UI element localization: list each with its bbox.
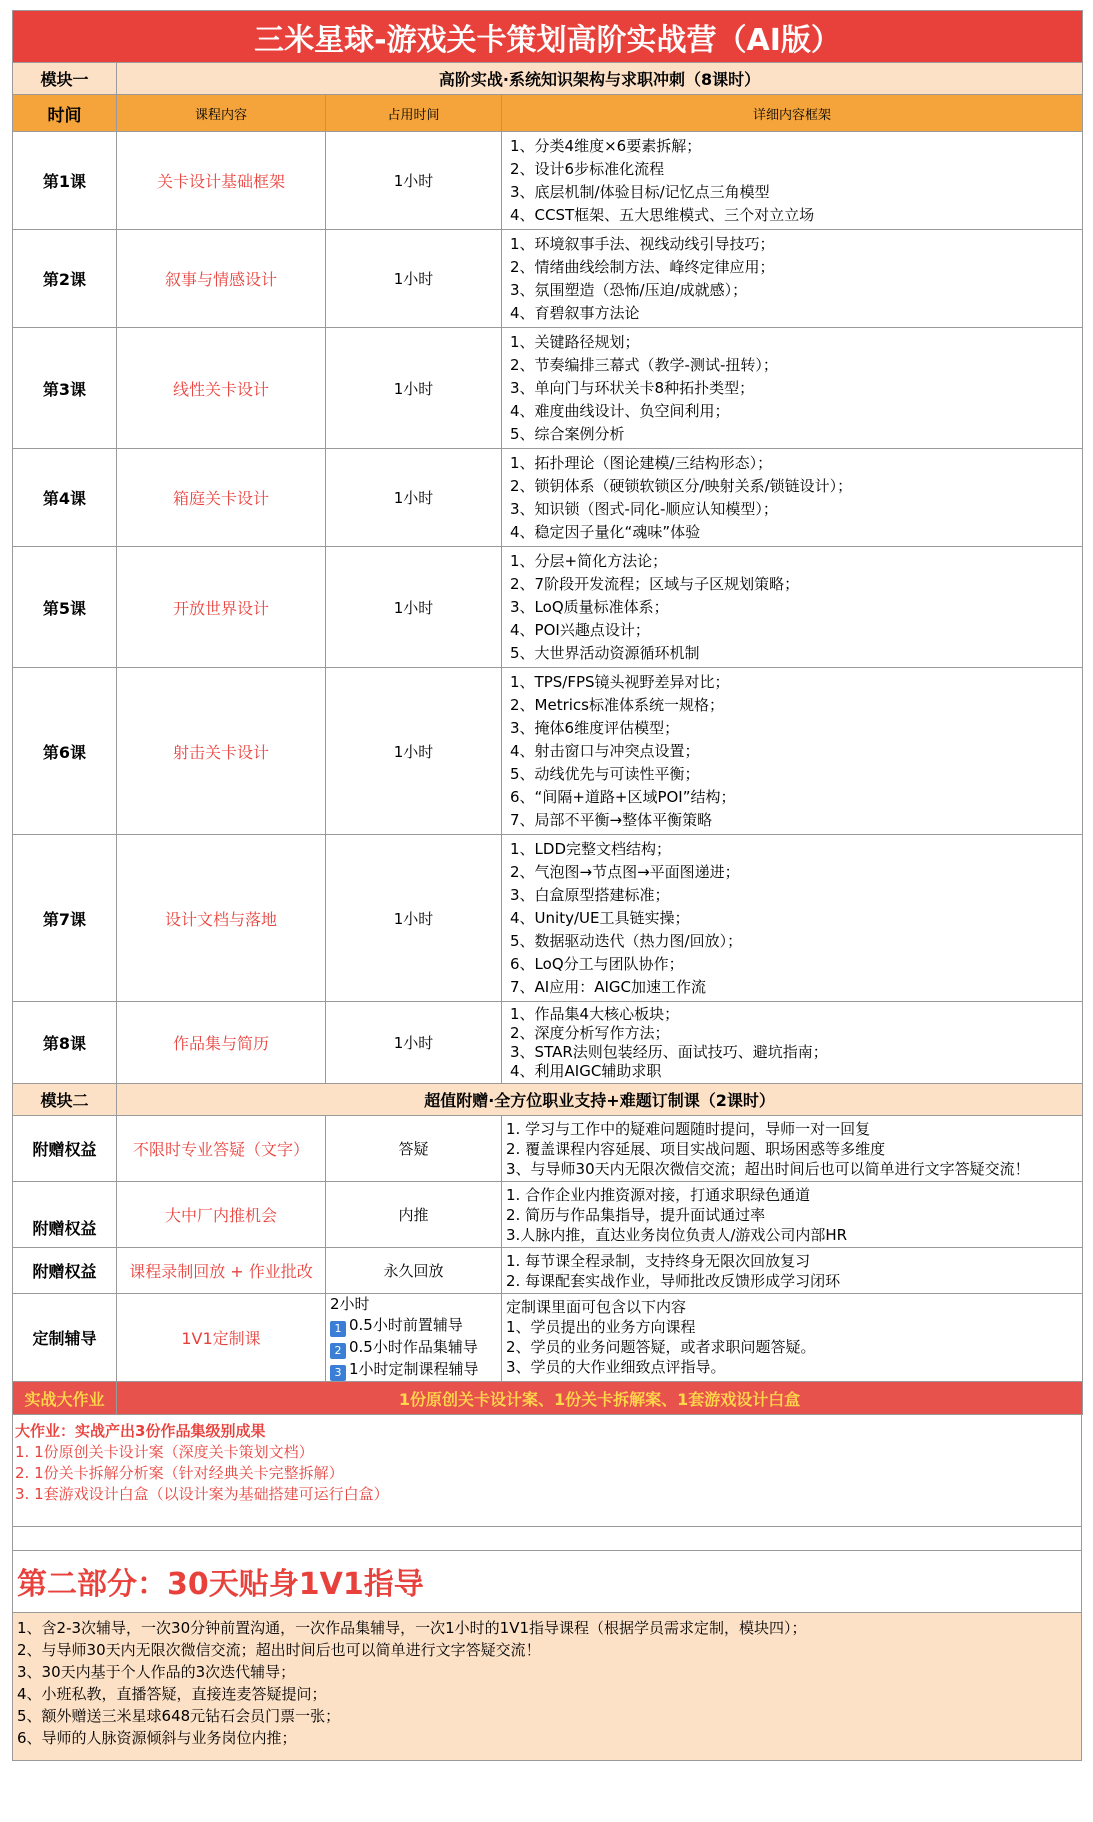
benefit-topic: 不限时专业答疑（文字） bbox=[117, 1116, 326, 1182]
detail-line: 2、情绪曲线绘制方法、峰终定律应用； bbox=[510, 258, 775, 276]
detail-line: 2、深度分析写作方法； bbox=[510, 1024, 670, 1042]
lesson-topic: 开放世界设计 bbox=[117, 547, 326, 668]
practice-desc: 1份原创关卡设计案、1份关卡拆解案、1套游戏设计白盒 bbox=[117, 1382, 1083, 1415]
spacer-row bbox=[12, 1527, 1082, 1551]
detail-line: 2、锁钥体系（硬锁软锁区分/映射关系/锁链设计）； bbox=[510, 477, 853, 495]
homework-item: 1. 1份原创关卡设计案（深度关卡策划文档） bbox=[15, 1443, 314, 1461]
lesson-row bbox=[13, 668, 1083, 835]
lesson-topic: 线性关卡设计 bbox=[117, 328, 326, 449]
homework-item: 3. 1套游戏设计白盒（以设计案为基础搭建可运行白盒） bbox=[15, 1485, 389, 1503]
lesson-details bbox=[502, 1002, 1083, 1084]
custom-duration-item bbox=[330, 1337, 501, 1359]
lesson-name: 第2课 bbox=[13, 230, 117, 328]
detail-line: 6、“间隔+道路+区域POI”结构； bbox=[510, 788, 736, 806]
detail-line: 2、气泡图→节点图→平面图递进； bbox=[510, 863, 740, 881]
detail-line: 1、环境叙事手法、视线动线引导技巧； bbox=[510, 235, 775, 253]
lesson-row bbox=[13, 449, 1083, 547]
detail-line: 3、STAR法则包装经历、面试技巧、避坑指南； bbox=[510, 1043, 828, 1061]
lesson-topic: 关卡设计基础框架 bbox=[117, 132, 326, 230]
benefit-details bbox=[502, 1248, 1083, 1294]
lesson-topic: 箱庭关卡设计 bbox=[117, 449, 326, 547]
detail-line: 1. 学习与工作中的疑难问题随时提问，导师一对一回复 bbox=[506, 1120, 871, 1138]
detail-line: 2、节奏编排三幕式（教学-测试-扭转）； bbox=[510, 356, 778, 374]
benefit-row bbox=[13, 1182, 1083, 1248]
part2-item: 6、导师的人脉资源倾斜与业务岗位内推； bbox=[17, 1729, 297, 1747]
benefit-row bbox=[13, 1116, 1083, 1182]
detail-line: 1、学员提出的业务方向课程 bbox=[506, 1318, 696, 1336]
lesson-duration: 1小时 bbox=[326, 328, 502, 449]
lesson-duration: 1小时 bbox=[326, 835, 502, 1002]
lesson-name: 第3课 bbox=[13, 328, 117, 449]
detail-line: 3、底层机制/体验目标/记忆点三角模型 bbox=[510, 183, 770, 201]
number-three-icon: 3 bbox=[330, 1365, 346, 1381]
part2-item: 2、与导师30天内无限次微信交流；超出时间后也可以简单进行文字答疑交流！ bbox=[17, 1641, 541, 1659]
lesson-name: 第7课 bbox=[13, 835, 117, 1002]
part2-item: 4、小班私教，直播答疑，直接连麦答疑提问； bbox=[17, 1685, 327, 1703]
custom-topic: 1V1定制课 bbox=[117, 1294, 326, 1382]
lesson-row bbox=[13, 1002, 1083, 1084]
header-detail: 详细内容框架 bbox=[502, 95, 1083, 132]
lesson-duration: 1小时 bbox=[326, 547, 502, 668]
detail-line: 2. 简历与作品集指导，提升面试通过率 bbox=[506, 1206, 766, 1224]
lesson-name: 第1课 bbox=[13, 132, 117, 230]
part2-item: 5、额外赠送三米星球648元钻石会员门票一张； bbox=[17, 1707, 341, 1725]
benefit-name: 附赠权益 bbox=[13, 1248, 117, 1294]
detail-line: 2、7阶段开发流程；区域与子区规划策略； bbox=[510, 575, 800, 593]
detail-line: 4、POI兴趣点设计； bbox=[510, 621, 650, 639]
detail-line: 3、与导师30天内无限次微信交流；超出时间后也可以简单进行文字答疑交流！ bbox=[506, 1160, 1030, 1178]
detail-line: 3、知识锁（图式-同化-顺应认知模型）； bbox=[510, 500, 778, 518]
part2-item: 1、含2-3次辅导，一次30分钟前置沟通，一次作品集辅导，一次1小时的1V1指导课程（根据学员需求定制，模块四）； bbox=[17, 1619, 807, 1637]
part2-list bbox=[12, 1613, 1082, 1761]
detail-line: 3、单向门与环状关卡8种拓扑类型； bbox=[510, 379, 755, 397]
module2-label: 模块二 bbox=[13, 1084, 117, 1116]
benefit-details bbox=[502, 1116, 1083, 1182]
homework-title: 大作业：实战产出3份作品集级别成果 bbox=[15, 1422, 266, 1440]
custom-duration-text: 0.5小时前置辅导 bbox=[349, 1316, 463, 1334]
lesson-details bbox=[502, 230, 1083, 328]
lesson-row bbox=[13, 230, 1083, 328]
detail-line: 1、分层+简化方法论； bbox=[510, 552, 668, 570]
benefit-details bbox=[502, 1182, 1083, 1248]
benefit-name: 附赠权益 bbox=[13, 1116, 117, 1182]
module1-label: 模块一 bbox=[13, 63, 117, 95]
lesson-topic: 设计文档与落地 bbox=[117, 835, 326, 1002]
detail-line: 1、作品集4大核心板块； bbox=[510, 1005, 680, 1023]
lesson-row bbox=[13, 328, 1083, 449]
practice-row bbox=[13, 1382, 1083, 1415]
custom-duration-item bbox=[330, 1359, 501, 1381]
benefit-name: 附赠权益 bbox=[13, 1182, 117, 1248]
number-two-icon: 2 bbox=[330, 1343, 346, 1359]
detail-line: 3、掩体6维度评估模型； bbox=[510, 719, 680, 737]
lesson-duration: 1小时 bbox=[326, 132, 502, 230]
lesson-topic: 射击关卡设计 bbox=[117, 668, 326, 835]
number-one-icon: 1 bbox=[330, 1321, 346, 1337]
homework-item: 2. 1份关卡拆解分析案（针对经典关卡完整拆解） bbox=[15, 1464, 344, 1482]
lesson-name: 第8课 bbox=[13, 1002, 117, 1084]
detail-line: 2. 覆盖课程内容延展、项目实战问题、职场困惑等多维度 bbox=[506, 1140, 886, 1158]
lesson-name: 第6课 bbox=[13, 668, 117, 835]
detail-line: 1、拓扑理论（图论建模/三结构形态）； bbox=[510, 454, 773, 472]
lesson-details bbox=[502, 668, 1083, 835]
detail-line: 2. 每课配套实战作业，导师批改反馈形成学习闭环 bbox=[506, 1272, 841, 1290]
detail-line: 1、关键路径规划； bbox=[510, 333, 640, 351]
lesson-duration: 1小时 bbox=[326, 1002, 502, 1084]
lesson-topic: 叙事与情感设计 bbox=[117, 230, 326, 328]
lesson-name: 第4课 bbox=[13, 449, 117, 547]
part2-item: 3、30天内基于个人作品的3次迭代辅导； bbox=[17, 1663, 296, 1681]
custom-duration-text: 1小时定制课程辅导 bbox=[349, 1360, 479, 1378]
detail-line: 4、射击窗口与冲突点设置； bbox=[510, 742, 700, 760]
detail-line: 5、数据驱动迭代（热力图/回放）； bbox=[510, 932, 743, 950]
detail-line: 3、LoQ质量标准体系； bbox=[510, 598, 669, 616]
detail-line: 4、CCST框架、五大思维模式、三个对立立场 bbox=[510, 206, 815, 224]
detail-line: 2、设计6步标准化流程 bbox=[510, 160, 665, 178]
benefit-topic: 课程录制回放 + 作业批改 bbox=[117, 1248, 326, 1294]
benefit-duration: 内推 bbox=[326, 1182, 502, 1248]
lesson-row bbox=[13, 547, 1083, 668]
detail-line: 3、氛围塑造（恐怖/压迫/成就感）； bbox=[510, 281, 748, 299]
lesson-details bbox=[502, 132, 1083, 230]
lesson-row bbox=[13, 132, 1083, 230]
detail-line: 定制课里面可包含以下内容 bbox=[506, 1298, 687, 1316]
detail-line: 4、育碧叙事方法论 bbox=[510, 304, 640, 322]
lesson-details bbox=[502, 328, 1083, 449]
detail-line: 5、综合案例分析 bbox=[510, 425, 625, 443]
custom-duration bbox=[326, 1294, 502, 1382]
detail-line: 2、Metrics标准体系统一规格； bbox=[510, 696, 724, 714]
detail-line: 5、大世界活动资源循环机制 bbox=[510, 644, 700, 662]
detail-line: 3、白盒原型搭建标准； bbox=[510, 886, 670, 904]
detail-line: 4、利用AIGC辅助求职 bbox=[510, 1062, 662, 1080]
schedule-table bbox=[12, 10, 1083, 1415]
page-title: 三米星球-游戏关卡策划高阶实战营（AI版） bbox=[13, 11, 1083, 63]
homework-block bbox=[12, 1415, 1082, 1527]
detail-line: 1、LDD完整文档结构； bbox=[510, 840, 672, 858]
header-time: 时间 bbox=[13, 95, 117, 132]
detail-line: 7、AI应用：AIGC加速工作流 bbox=[510, 978, 707, 996]
benefit-topic: 大中厂内推机会 bbox=[117, 1182, 326, 1248]
detail-line: 5、动线优先与可读性平衡； bbox=[510, 765, 700, 783]
detail-line: 3、学员的大作业细致点评指导。 bbox=[506, 1358, 726, 1376]
benefit-duration: 永久回放 bbox=[326, 1248, 502, 1294]
header-content: 课程内容 bbox=[117, 95, 326, 132]
custom-duration-title: 2小时 bbox=[330, 1295, 370, 1313]
schedule-sheet bbox=[12, 10, 1082, 1761]
custom-row bbox=[13, 1294, 1083, 1382]
custom-name: 定制辅导 bbox=[13, 1294, 117, 1382]
detail-line: 1. 合作企业内推资源对接，打通求职绿色通道 bbox=[506, 1186, 811, 1204]
custom-duration-text: 0.5小时作品集辅导 bbox=[349, 1338, 478, 1356]
lesson-details bbox=[502, 449, 1083, 547]
detail-line: 7、局部不平衡→整体平衡策略 bbox=[510, 811, 713, 829]
lesson-topic: 作品集与简历 bbox=[117, 1002, 326, 1084]
benefit-row bbox=[13, 1248, 1083, 1294]
detail-line: 1、TPS/FPS镜头视野差异对比； bbox=[510, 673, 730, 691]
lesson-details bbox=[502, 835, 1083, 1002]
header-duration: 占用时间 bbox=[326, 95, 502, 132]
module1-desc: 高阶实战·系统知识架构与求职冲刺（8课时） bbox=[117, 63, 1083, 95]
detail-line: 1、分类4维度×6要素拆解； bbox=[510, 137, 702, 155]
detail-line: 6、LoQ分工与团队协作； bbox=[510, 955, 684, 973]
detail-line: 3.人脉内推，直达业务岗位负责人/游戏公司内部HR bbox=[506, 1226, 848, 1244]
detail-line: 4、难度曲线设计、负空间利用； bbox=[510, 402, 730, 420]
lesson-duration: 1小时 bbox=[326, 230, 502, 328]
benefit-duration: 答疑 bbox=[326, 1116, 502, 1182]
lesson-duration: 1小时 bbox=[326, 449, 502, 547]
custom-duration-item bbox=[330, 1315, 501, 1337]
detail-line: 4、稳定因子量化“魂味”体验 bbox=[510, 523, 701, 541]
lesson-details bbox=[502, 547, 1083, 668]
lesson-name: 第5课 bbox=[13, 547, 117, 668]
practice-label: 实战大作业 bbox=[13, 1382, 117, 1415]
detail-line: 2、学员的业务问题答疑，或者求职问题答疑。 bbox=[506, 1338, 816, 1356]
custom-details bbox=[502, 1294, 1083, 1382]
lesson-row bbox=[13, 835, 1083, 1002]
detail-line: 1. 每节课全程录制，支持终身无限次回放复习 bbox=[506, 1252, 811, 1270]
part2-title: 第二部分：30天贴身1V1指导 bbox=[12, 1551, 1082, 1613]
module2-desc: 超值附赠·全方位职业支持+难题订制课（2课时） bbox=[117, 1084, 1083, 1116]
detail-line: 4、Unity/UE工具链实操； bbox=[510, 909, 690, 927]
lesson-duration: 1小时 bbox=[326, 668, 502, 835]
